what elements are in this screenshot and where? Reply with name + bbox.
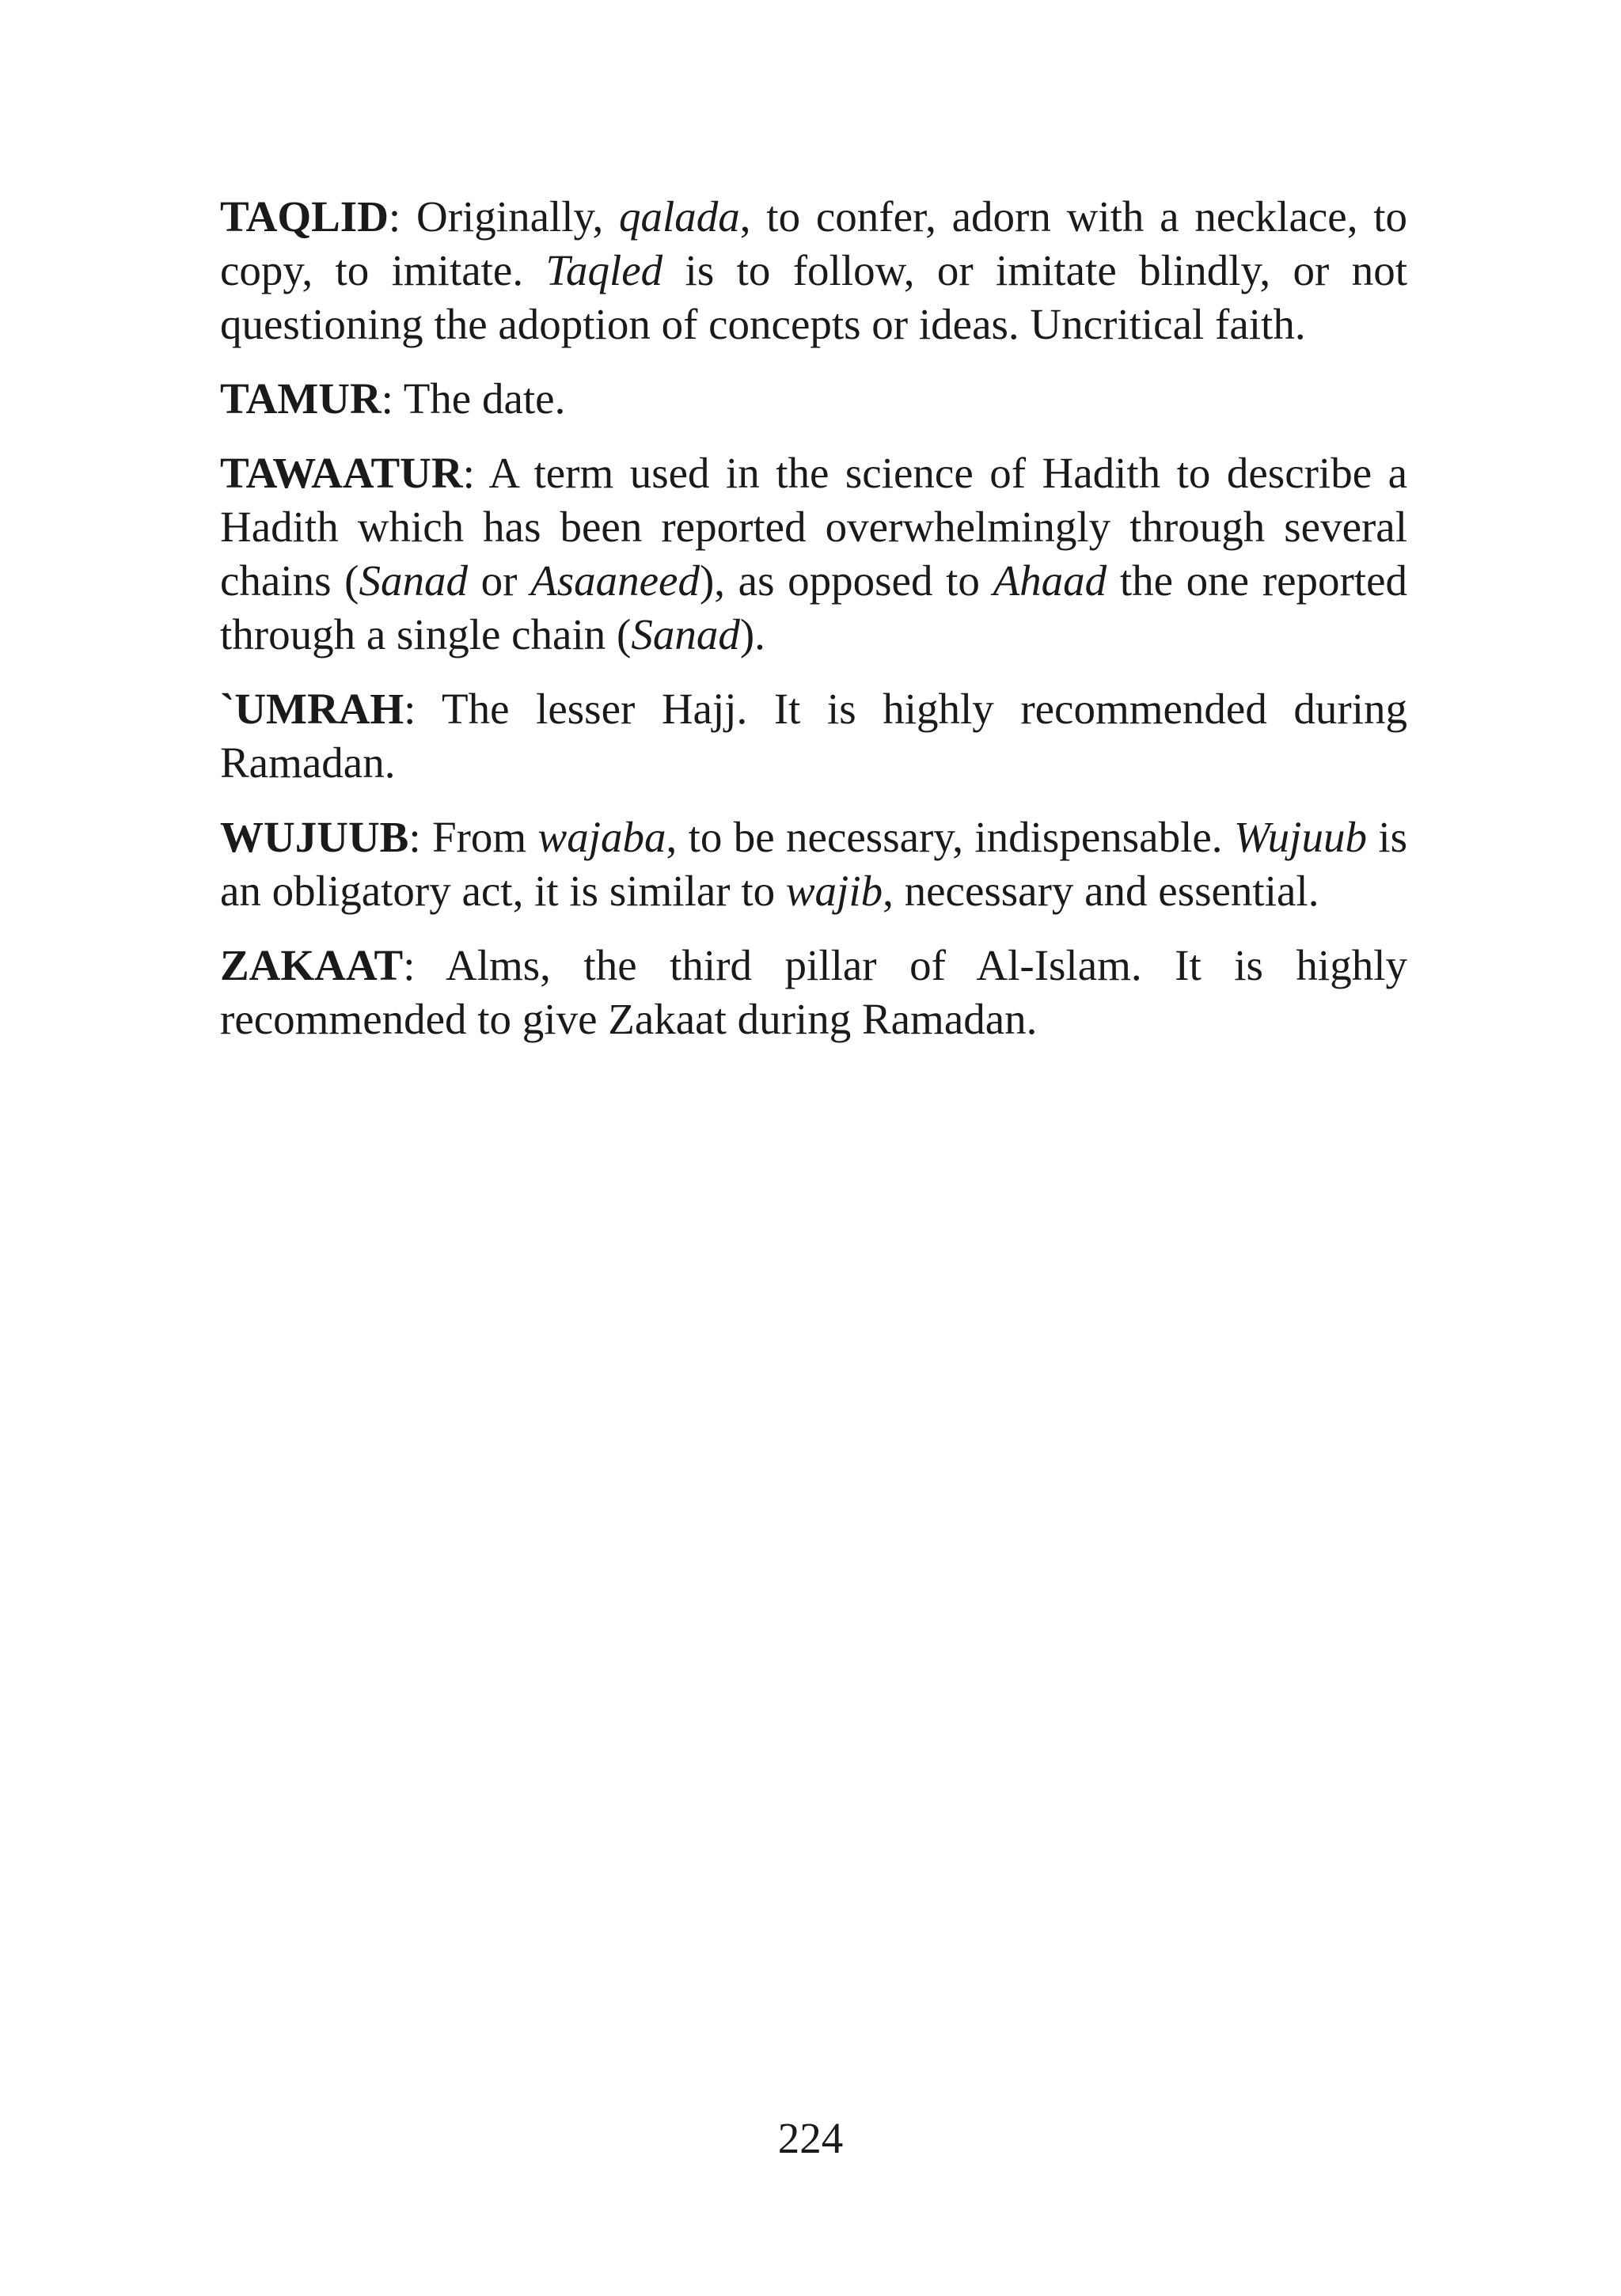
glossary-term: ZAKAAT xyxy=(220,941,404,989)
glossary-term: TAQLID xyxy=(220,192,389,241)
definition-italic: Wujuub xyxy=(1233,813,1367,861)
glossary-entry-umrah xyxy=(220,682,1407,790)
definition-text: , to be necessary, indispensable. xyxy=(666,813,1234,861)
definition-text: : A term used in the science of Hadith to describe a Hadith which has been reported overwhelmingly through several chains ( xyxy=(220,449,1407,605)
glossary-term: TAWAATUR xyxy=(220,449,463,497)
glossary-term: WUJUUB xyxy=(220,813,409,861)
definition-text: ), as opposed to xyxy=(699,556,993,605)
definition-text: : Originally, xyxy=(388,192,619,241)
definition-italic: wajaba xyxy=(537,813,666,861)
definition-text: is an obligatory act, it is similar to xyxy=(220,813,1408,915)
definition-text: : From xyxy=(408,813,538,861)
definition-italic: Sanad xyxy=(631,610,740,658)
definition-italic: wajib xyxy=(785,867,883,915)
definition-text: , necessary and essential. xyxy=(883,867,1319,915)
definition-italic: Asaaneed xyxy=(530,556,700,605)
page-number: 224 xyxy=(777,2114,844,2162)
definition-text: : The lesser Hajj. It is highly recommended during Ramadan. xyxy=(220,685,1407,787)
definition-italic: Sanad xyxy=(359,556,468,605)
definition-italic: Ahaad xyxy=(993,556,1107,605)
glossary-list xyxy=(220,190,1407,1067)
glossary-term: `UMRAH xyxy=(220,685,404,733)
glossary-entry-wujuub xyxy=(220,810,1407,918)
definition-text: : The date. xyxy=(381,374,566,423)
definition-text: the one reported through a single chain ( xyxy=(220,556,1407,658)
definition-text: or xyxy=(467,556,531,605)
glossary-term: TAMUR xyxy=(220,374,382,423)
glossary-entry-tawaatur xyxy=(220,446,1407,662)
definition-text: , to confer, adorn with a necklace, to copy, to imitate. xyxy=(220,192,1407,294)
definition-text: is to follow, or imitate blindly, or not questioning the adoption of concepts or ideas. Uncritical faith. xyxy=(220,246,1407,348)
glossary-entry-tamur xyxy=(220,372,1407,426)
definition-italic: qalada xyxy=(619,192,740,241)
glossary-entry-taqlid xyxy=(220,190,1407,351)
definition-text: : Alms, the third pillar of Al-Islam. It is highly recommended to give Zakaat during Ramadan. xyxy=(220,941,1407,1043)
definition-italic: Taqled xyxy=(545,246,663,294)
glossary-entry-zakaat xyxy=(220,939,1407,1046)
definition-text: ). xyxy=(739,610,765,658)
